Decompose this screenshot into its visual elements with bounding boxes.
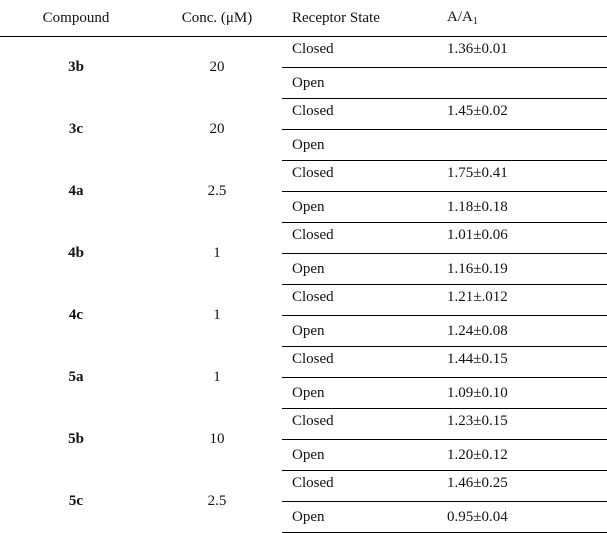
- state-closed-cell: Closed: [282, 99, 437, 130]
- header-receptor-state: Receptor State: [292, 9, 380, 26]
- concentration-cell: 1: [213, 369, 221, 385]
- header-ratio: [437, 0, 607, 37]
- table-header: [0, 0, 607, 37]
- header-concentration: Conc. (μM): [181, 9, 253, 26]
- header-ratio-subscript: 1: [472, 16, 478, 27]
- ratio-open-cell: 1.16±0.19: [437, 254, 607, 285]
- compound-cell: 4a: [68, 183, 84, 199]
- concentration-cell: 2.5: [207, 183, 227, 199]
- state-open-cell: Open: [282, 378, 437, 409]
- compound-cell: 4b: [68, 245, 84, 261]
- compound-cell: 5a: [68, 369, 84, 385]
- state-open-cell: Open: [282, 254, 437, 285]
- ratio-closed-cell: 1.36±0.01: [437, 37, 607, 68]
- state-open-cell: Open: [282, 316, 437, 347]
- ratio-closed-cell: 1.01±0.06: [437, 223, 607, 254]
- ratio-open-cell: [437, 68, 607, 99]
- state-open-cell: Open: [282, 502, 437, 533]
- ratio-closed-cell: 1.45±0.02: [437, 99, 607, 130]
- table-body: [0, 37, 607, 533]
- ratio-closed-cell: 1.46±0.25: [437, 471, 607, 502]
- table-row: [0, 285, 607, 316]
- header-ratio-main: A/A: [447, 9, 473, 25]
- table-row: [0, 347, 607, 378]
- ratio-open-cell: 1.09±0.10: [437, 378, 607, 409]
- table-row: [0, 409, 607, 440]
- header-row: [0, 0, 607, 37]
- ratio-closed-cell: 1.23±0.15: [437, 409, 607, 440]
- ratio-closed-cell: 1.75±0.41: [437, 161, 607, 192]
- state-open-cell: Open: [282, 130, 437, 161]
- state-closed-cell: Closed: [282, 223, 437, 254]
- ratio-closed-cell: 1.21±.012: [437, 285, 607, 316]
- ratio-open-cell: 1.20±0.12: [437, 440, 607, 471]
- state-open-cell: Open: [282, 440, 437, 471]
- table-row: [0, 161, 607, 192]
- ratio-open-cell: 1.18±0.18: [437, 192, 607, 223]
- ratio-open-cell: 0.95±0.04: [437, 502, 607, 533]
- compound-cell: 3c: [68, 121, 84, 137]
- table-row: [0, 471, 607, 502]
- state-closed-cell: Closed: [282, 409, 437, 440]
- concentration-cell: 2.5: [207, 493, 227, 509]
- compound-cell: 4c: [68, 307, 84, 323]
- concentration-cell: 10: [209, 431, 225, 447]
- concentration-cell: 20: [209, 59, 225, 76]
- compound-cell: 5b: [68, 431, 84, 447]
- ratio-closed-cell: 1.44±0.15: [437, 347, 607, 378]
- concentration-cell: 1: [213, 307, 221, 323]
- state-open-cell: Open: [282, 192, 437, 223]
- state-closed-cell: Closed: [282, 161, 437, 192]
- ratio-open-cell: 1.24±0.08: [437, 316, 607, 347]
- table-row: [0, 99, 607, 130]
- compound-cell: 5c: [68, 493, 84, 509]
- state-open-cell: Open: [282, 68, 437, 99]
- compound-cell: 3b: [68, 59, 84, 76]
- state-closed-cell: Closed: [282, 471, 437, 502]
- state-closed-cell: Closed: [282, 347, 437, 378]
- state-closed-cell: Closed: [282, 37, 437, 68]
- concentration-cell: 1: [213, 245, 221, 261]
- ratio-open-cell: [437, 130, 607, 161]
- concentration-cell: 20: [209, 121, 225, 137]
- state-closed-cell: Closed: [282, 285, 437, 316]
- header-compound: Compound: [42, 9, 110, 26]
- table-row: [0, 223, 607, 254]
- table-row: [0, 37, 607, 68]
